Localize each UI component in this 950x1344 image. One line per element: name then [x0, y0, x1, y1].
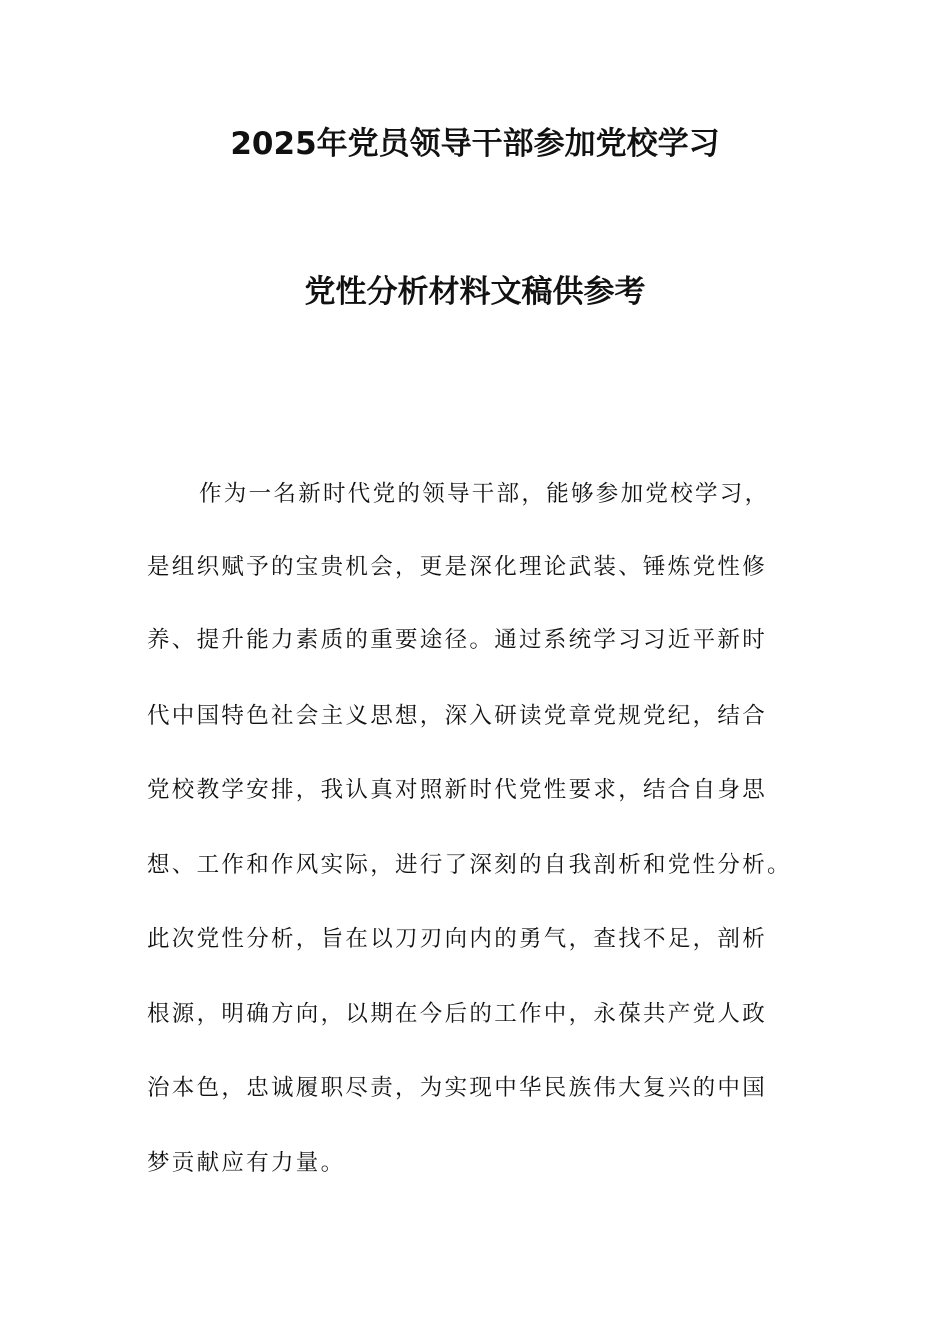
paragraph-line: 梦贡献应有力量。: [147, 1150, 346, 1176]
paragraph-line: 根源，明确方向，以期在今后的工作中，永葆共产党人政: [147, 1001, 768, 1027]
paragraph-line: 治本色，忠诚履职尽责，为实现中华民族伟大复兴的中国: [147, 1075, 768, 1101]
paragraph-line: 想、工作和作风实际，进行了深刻的自我剖析和党性分析。: [147, 852, 792, 878]
paragraph-line: 是组织赋予的宝贵机会，更是深化理论武装、锤炼党性修: [147, 554, 768, 580]
paragraph-line: 党校教学安排，我认真对照新时代党性要求，结合自身思: [147, 777, 768, 803]
paragraph-line: 养、提升能力素质的重要途径。通过系统学习习近平新时: [147, 627, 768, 653]
paragraph-line: 作为一名新时代党的领导干部，能够参加党校学习，: [199, 481, 770, 507]
paragraph-line: 此次党性分析，旨在以刀刃向内的勇气，查找不足，剖析: [147, 926, 768, 952]
paragraph-line: 代中国特色社会主义思想，深入研读党章党规党纪，结合: [147, 703, 768, 729]
document-title-line-1: 2025年党员领导干部参加党校学习: [230, 126, 720, 162]
document-title-line-2: 党性分析材料文稿供参考: [304, 274, 646, 310]
